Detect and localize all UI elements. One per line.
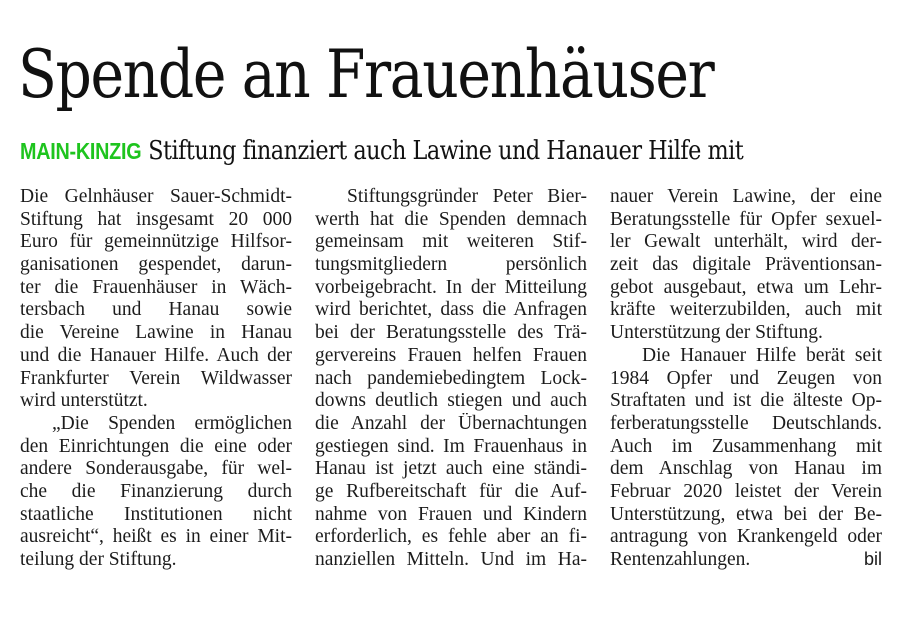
text-line: Unterstützung, etwa bei der Be- [610, 503, 882, 525]
text-line: tungsmitgliedern persönlich [315, 254, 587, 276]
text-line: ter die Frauenhäuser in Wäch- [20, 276, 292, 298]
text-line: wird unterstützt. [20, 390, 148, 412]
text-line: Euro für gemeinnützige Hilfsor- [20, 231, 292, 253]
text-line: nanziellen Mitteln. Und im Ha- [315, 549, 587, 570]
text-line: gemeinsam mit weiteren Stif- [315, 231, 587, 253]
text-line: andere Sonderausgabe, für wel- [20, 458, 292, 480]
text-line: che die Finanzierung durch [20, 480, 292, 502]
text-line: Straftaten und ist die älteste Op- [610, 390, 882, 412]
text-line: 1984 Opfer und Zeugen von [610, 367, 882, 389]
article-body [20, 186, 882, 572]
text-line: nauer Verein Lawine, der eine [610, 186, 882, 207]
column-2 [315, 186, 587, 572]
text-line: ferberatungsstelle Deutschlands. [610, 412, 882, 434]
text-line: Stiftung hat insgesamt 20 000 [20, 208, 292, 230]
text-line: und die Hanauer Hilfe. Auch der [20, 344, 292, 366]
author-signature: bil [863, 549, 882, 569]
text-line: Die Gelnhäuser Sauer-Schmidt- [20, 186, 292, 207]
text-line: gebot ausgebaut, etwa um Lehr- [610, 276, 882, 298]
text-line: dem Anschlag von Hanau im [610, 458, 882, 480]
headline: Spende an Frauenhäuser [18, 36, 714, 113]
text-line: antragung von Krankengeld oder [610, 526, 882, 548]
text-line: erforderlich, es fehle aber an fi- [315, 526, 587, 548]
text-line: ausreicht“, heißt es in einer Mit- [20, 526, 292, 548]
text-line: den Einrichtungen die eine oder [20, 435, 292, 457]
text-line: „Die Spenden ermöglichen [52, 412, 292, 434]
text-line: Frankfurter Verein Wildwasser [20, 367, 292, 389]
text-line: gestiegen sind. Im Frauenhaus in [315, 435, 587, 457]
text-line: staatliche Institutionen nicht [20, 503, 292, 525]
text-line: gervereins Frauen helfen Frauen [315, 344, 587, 366]
text-line: werth hat die Spenden demnach [315, 208, 587, 230]
text-line: Hanau ist jetzt auch eine ständi- [315, 458, 587, 480]
text-line: Unterstützung der Stiftung. [610, 322, 823, 344]
text-line: die Anzahl der Übernachtungen [315, 412, 587, 434]
text-line: downs deutlich stiegen und auch [315, 390, 587, 412]
text-line: wird berichtet, dass die Anfragen [315, 299, 587, 321]
kicker-label: MAIN-KINZIG [20, 138, 142, 164]
text-line: Auch im Zusammenhang mit [610, 435, 882, 457]
text-line: Stiftungsgründer Peter Bier- [347, 186, 587, 207]
text-line: Rentenzahlungen. [610, 549, 751, 570]
text-line: Beratungsstelle für Opfer sexuel- [610, 208, 882, 230]
text-line: bei der Beratungsstelle des Trä- [315, 322, 587, 344]
subheadline [20, 136, 743, 166]
closing-line [610, 549, 882, 572]
text-line: zeit das digitale Präventionsan- [610, 254, 882, 276]
text-line: Die Hanauer Hilfe berät seit [642, 344, 882, 366]
text-line: Februar 2020 leistet der Verein [610, 480, 882, 502]
text-line: nahme von Frauen und Kindern [315, 503, 587, 525]
text-line: vorbeigebracht. In der Mitteilung [315, 276, 587, 298]
text-line: tersbach und Hanau sowie [20, 299, 292, 321]
column-1 [20, 186, 292, 572]
text-line: ge Rufbereitschaft für die Auf- [315, 480, 587, 502]
text-line: nach pandemiebedingtem Lock- [315, 367, 587, 389]
text-line: ler Gewalt unterhält, wird der- [610, 231, 882, 253]
text-line: ganisationen gespendet, darun- [20, 254, 292, 276]
text-line: die Vereine Lawine in Hanau [20, 322, 292, 344]
column-3 [610, 186, 882, 572]
subtitle: Stiftung finanziert auch Lawine und Hanauer Hilfe mit [148, 136, 744, 166]
text-line: teilung der Stiftung. [20, 549, 177, 570]
text-line: kräfte weiterzubilden, auch mit [610, 299, 882, 321]
